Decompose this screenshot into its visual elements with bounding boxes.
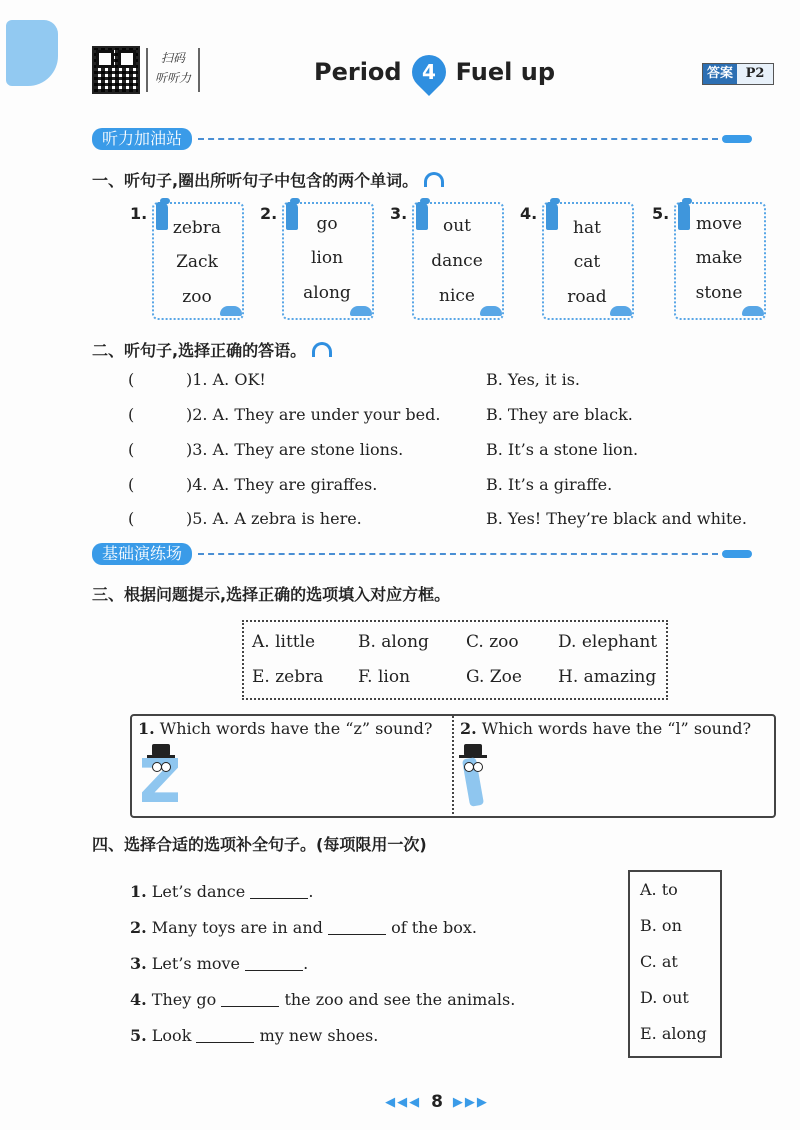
option-b: B. It’s a giraffe. bbox=[486, 475, 613, 494]
title-topic: Fuel up bbox=[455, 58, 556, 86]
answer-blank[interactable] bbox=[328, 934, 386, 935]
sentence-row bbox=[130, 882, 313, 908]
word-option: F. lion bbox=[358, 667, 411, 687]
word-option[interactable]: road bbox=[567, 287, 607, 307]
seal-icon bbox=[480, 306, 502, 316]
word-option[interactable]: zebra bbox=[172, 218, 222, 238]
answer-blank[interactable] bbox=[250, 898, 308, 899]
banner-dashed-line bbox=[198, 553, 718, 555]
page-number: 8 bbox=[431, 1092, 443, 1112]
z-question-text: Which words have the “z” sound? bbox=[159, 719, 433, 738]
scan-listen-label bbox=[146, 48, 200, 92]
word-group-number: 4. bbox=[520, 204, 538, 223]
page-title bbox=[314, 54, 555, 90]
sentence-number: 2. bbox=[130, 918, 147, 937]
word-group-5 bbox=[652, 200, 772, 322]
word-option: D. elephant bbox=[558, 632, 658, 652]
word-option[interactable]: Zack bbox=[176, 252, 218, 272]
word-option[interactable]: make bbox=[695, 248, 743, 268]
question-2-title bbox=[92, 338, 332, 361]
z-question-number: 1. bbox=[138, 719, 155, 738]
answer-reference bbox=[702, 63, 774, 85]
word-group-number: 2. bbox=[260, 204, 278, 223]
answer-blank[interactable] bbox=[221, 1006, 279, 1007]
word-option[interactable]: stone bbox=[695, 283, 743, 303]
word-options-box bbox=[242, 620, 668, 700]
option-b: B. Yes! They’re black and white. bbox=[486, 509, 747, 528]
letter-z-mascot-icon bbox=[142, 744, 182, 804]
fill-option: C. at bbox=[640, 952, 678, 971]
period-number-badge bbox=[405, 48, 453, 96]
word-option: E. zebra bbox=[252, 667, 324, 687]
word-group-1 bbox=[130, 200, 250, 322]
question-1-text: 一、听句子,圈出所听句子中包含的两个单词。 bbox=[92, 171, 419, 190]
word-option[interactable]: move bbox=[695, 214, 743, 234]
section-banner-label: 基础演练场 bbox=[92, 543, 192, 565]
sound-sort-divider bbox=[452, 716, 454, 814]
word-group-number: 3. bbox=[390, 204, 408, 223]
sentence-start: Look bbox=[151, 1026, 192, 1045]
sentence-number: 5. bbox=[130, 1026, 147, 1045]
word-option[interactable]: out bbox=[442, 216, 471, 236]
word-option[interactable]: lion bbox=[310, 248, 344, 268]
sentence-end: of the box. bbox=[391, 918, 477, 937]
headphone-icon[interactable] bbox=[312, 342, 332, 357]
word-option[interactable]: zoo bbox=[182, 287, 212, 307]
answer-blank-paren[interactable]: ( bbox=[128, 509, 135, 528]
section-banner-basics bbox=[92, 543, 752, 565]
answer-blank-paren[interactable]: ( bbox=[128, 370, 135, 389]
sentence-start: They go bbox=[151, 990, 217, 1009]
option-a: )1. A. OK! bbox=[186, 370, 266, 389]
section-banner-label: 听力加油站 bbox=[92, 128, 192, 150]
word-option[interactable]: cat bbox=[573, 252, 601, 272]
z-sound-question bbox=[138, 719, 432, 738]
word-group-4 bbox=[520, 200, 640, 322]
word-group-number: 5. bbox=[652, 204, 670, 223]
word-group-3 bbox=[390, 200, 510, 322]
scan-text-line2: 听听力 bbox=[154, 71, 191, 85]
answer-blank-paren[interactable]: ( bbox=[128, 405, 135, 424]
option-a: )2. A. They are under your bed. bbox=[186, 405, 441, 424]
word-option: C. zoo bbox=[466, 632, 519, 652]
title-period: Period bbox=[314, 58, 402, 86]
sentence-row bbox=[130, 918, 477, 944]
answer-page: P2 bbox=[737, 64, 773, 84]
sentence-start: Many toys are in and bbox=[151, 918, 323, 937]
top-hat-icon bbox=[152, 744, 170, 756]
seal-icon bbox=[742, 306, 764, 316]
top-hat-icon bbox=[464, 744, 482, 756]
page-footer bbox=[372, 1092, 502, 1112]
word-option: H. amazing bbox=[558, 667, 657, 687]
answer-row bbox=[128, 475, 788, 499]
eyes-icon bbox=[152, 762, 170, 772]
answer-blank-paren[interactable]: ( bbox=[128, 440, 135, 459]
option-b: B. It’s a stone lion. bbox=[486, 440, 639, 459]
sentence-start: Let’s move bbox=[151, 954, 241, 973]
option-a: )3. A. They are stone lions. bbox=[186, 440, 404, 459]
letter-l-mascot-icon bbox=[456, 744, 496, 808]
answer-blank[interactable] bbox=[196, 1042, 254, 1043]
pen-icon bbox=[722, 550, 752, 558]
answer-row bbox=[128, 440, 788, 464]
sentence-end: . bbox=[303, 954, 309, 973]
fill-option: B. on bbox=[640, 916, 682, 935]
z-answer-area[interactable] bbox=[194, 748, 442, 806]
sentence-row bbox=[130, 990, 515, 1016]
word-option[interactable]: nice bbox=[439, 286, 475, 306]
sentence-number: 1. bbox=[130, 882, 147, 901]
option-a: )4. A. They are giraffes. bbox=[186, 475, 378, 494]
sentence-number: 4. bbox=[130, 990, 147, 1009]
answer-row bbox=[128, 370, 788, 394]
fill-option: E. along bbox=[640, 1024, 707, 1043]
answer-row bbox=[128, 405, 788, 429]
question-2-text: 二、听句子,选择正确的答语。 bbox=[92, 341, 307, 360]
l-question-number: 2. bbox=[460, 719, 477, 738]
word-option[interactable]: along bbox=[303, 283, 351, 303]
word-option[interactable]: hat bbox=[573, 218, 601, 238]
sentence-end: . bbox=[308, 882, 314, 901]
sentence-end: the zoo and see the animals. bbox=[284, 990, 516, 1009]
option-b: B. Yes, it is. bbox=[486, 370, 580, 389]
fill-options-box bbox=[628, 870, 722, 1058]
question-4-title: 四、选择合适的选项补全句子。(每项限用一次) bbox=[92, 835, 427, 854]
sentence-row bbox=[130, 1026, 378, 1052]
headphone-icon[interactable] bbox=[424, 172, 444, 187]
word-option: G. Zoe bbox=[466, 667, 522, 687]
word-group-2 bbox=[260, 200, 380, 322]
period-number: 4 bbox=[421, 60, 436, 85]
answer-row bbox=[128, 509, 788, 533]
seal-icon bbox=[350, 306, 372, 316]
word-group-number: 1. bbox=[130, 204, 148, 223]
seal-icon bbox=[220, 306, 242, 316]
word-option: A. little bbox=[252, 632, 316, 652]
word-option: B. along bbox=[358, 632, 429, 652]
answer-blank-paren[interactable]: ( bbox=[128, 475, 135, 494]
answer-label: 答案 bbox=[703, 64, 737, 84]
l-question-text: Which words have the “l” sound? bbox=[481, 719, 752, 738]
sentence-start: Let’s dance bbox=[151, 882, 246, 901]
question-3-title: 三、根据问题提示,选择正确的选项填入对应方框。 bbox=[92, 585, 451, 604]
l-sound-question bbox=[460, 719, 751, 738]
corner-tab bbox=[6, 20, 58, 86]
left-arrows-icon: ◀◀◀ bbox=[385, 1094, 422, 1110]
sentence-end: my new shoes. bbox=[259, 1026, 379, 1045]
right-arrows-icon: ▶▶▶ bbox=[452, 1094, 489, 1110]
scan-text-line1: 扫码 bbox=[160, 51, 185, 65]
l-answer-area[interactable] bbox=[508, 748, 764, 806]
fill-option: D. out bbox=[640, 988, 689, 1007]
fill-option: A. to bbox=[640, 880, 678, 899]
question-1-title bbox=[92, 168, 444, 191]
sentence-number: 3. bbox=[130, 954, 147, 973]
qr-code-icon[interactable] bbox=[92, 46, 140, 94]
sentence-row bbox=[130, 954, 308, 980]
seal-icon bbox=[610, 306, 632, 316]
option-b: B. They are black. bbox=[486, 405, 633, 424]
banner-dashed-line bbox=[198, 138, 718, 140]
section-banner-listening bbox=[92, 128, 752, 150]
pen-icon bbox=[722, 135, 752, 143]
option-a: )5. A. A zebra is here. bbox=[186, 509, 362, 528]
eyes-icon bbox=[464, 762, 482, 772]
word-option[interactable]: go bbox=[316, 214, 338, 234]
word-option[interactable]: dance bbox=[431, 251, 483, 271]
answer-blank[interactable] bbox=[245, 970, 303, 971]
